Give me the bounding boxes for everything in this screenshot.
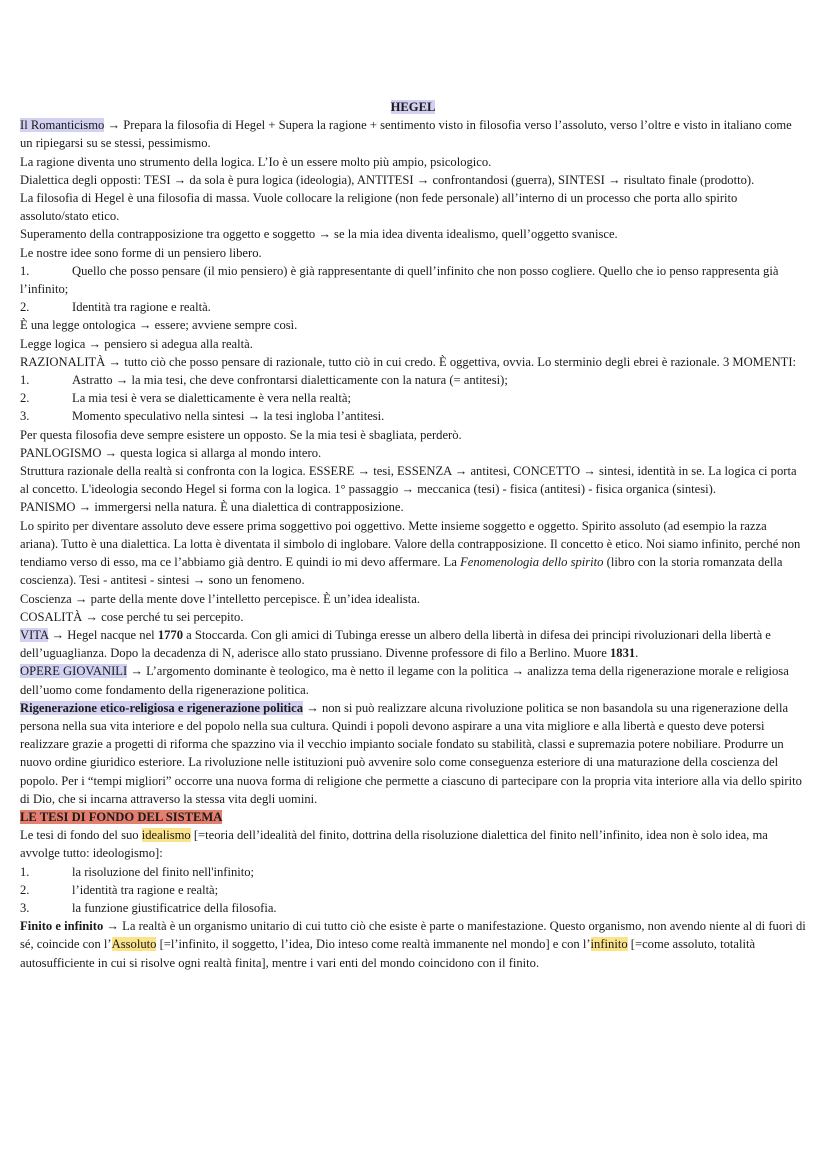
paragraph: COSALITÀ → cose perché tu sei percepito. bbox=[20, 609, 244, 624]
list-number: 1. bbox=[20, 263, 30, 278]
highlight-infinito: infinito bbox=[590, 937, 628, 952]
list-item-text: Identità tra ragione e realtà. bbox=[72, 300, 211, 315]
list-item-text: la funzione giustificatrice della filosofia. bbox=[72, 900, 277, 915]
text: . bbox=[635, 646, 639, 661]
paragraph: PANISMO → immergersi nella natura. È una dialettica di contrapposizione. bbox=[20, 500, 404, 515]
list-item-text: Momento speculativo nella sintesi → la tesi ingloba l’antitesi. bbox=[72, 409, 385, 424]
paragraph: Le nostre idee sono forme di un pensiero libero. bbox=[20, 245, 262, 260]
list-item-text: la risoluzione del finito nell'infinito; bbox=[72, 864, 255, 879]
paragraph-spirito bbox=[20, 517, 806, 590]
text: [=come assoluto, totalità autosufficiente in cui si risolve ogni realtà finita], mentre i vari enti del mondo coincidono con il finito. bbox=[20, 937, 756, 970]
paragraph-romanticismo bbox=[20, 116, 806, 152]
list-item-text: Astratto → la mia tesi, che deve confrontarsi dialetticamente con la natura (= antitesi); bbox=[72, 373, 508, 388]
bold-finito-infinito: Finito e infinito bbox=[20, 919, 104, 934]
section-title bbox=[20, 808, 806, 826]
page-title bbox=[20, 98, 806, 116]
highlight-vita: VITA bbox=[20, 627, 49, 642]
text: → non si può realizzare alcuna rivoluzione politica se non basandola su una rigenerazione della persona nella sua vita interiore e del popolo nella sua cultura. Quindi i popoli devono aspirare a una vita migliore e alla libertà e questo deve potersi realizzare grazie a progetti di riforma che spazzino via il vecchio impianto sociale fondato su stabilità, classi e supremazia potere nobiliare. Produrre un nuovo ordine giuridico esteriore. La rivoluzione nelle istituzioni può avvenire solo come conseguenza esteriore di una maturazione della coscienza del popolo. Per i “tempi migliori” occorre una nuova forma di religione che permette a ciascuno di partecipare con la propria vita interiore alla via dello spirito di Dio, che si incarna attraverso la stessa vita degli uomini. bbox=[20, 700, 802, 806]
paragraph: Per questa filosofia deve sempre esistere un opposto. Se la mia tesi è sbagliata, perderò. bbox=[20, 427, 462, 442]
text: Lo spirito per diventare assoluto deve essere prima soggettivo poi oggettivo. Mette insieme soggetto e oggetto. Spirito assoluto (ad esempio la razza ariana). Tutto è una dialettica. La lotta è diventata il simbolo di inglobare. Valore della contrapposizione. Il concetto è etico. Noi siamo infinito, perché non tendiamo verso di esso, ma ce l’abbiamo già dentro. E quindi io mi devo affermare. La bbox=[20, 518, 801, 570]
text: (libro con la storia romanzata della coscienza). Tesi - antitesi - sintesi → sono un fenomeno. bbox=[20, 555, 783, 588]
list-number: 1. bbox=[20, 864, 30, 879]
paragraph: Superamento della contrapposizione tra oggetto e soggetto → se la mia idea diventa idealismo, quell’oggetto svanisce. bbox=[20, 227, 618, 242]
list-item bbox=[20, 371, 806, 389]
section-title-text: LE TESI DI FONDO DEL SISTEMA bbox=[20, 809, 223, 824]
text: Quello che posso pensare (il mio pensiero) è già rappresentante di quell’infinito che non posso cogliere. Quello che io penso rappresenta già l’infinito; bbox=[20, 263, 779, 297]
list-number: 3. bbox=[20, 900, 30, 915]
paragraph-rigenerazione bbox=[20, 699, 806, 808]
paragraph: Coscienza → parte della mente dove l’intelletto percepisce. È un’idea idealista. bbox=[20, 591, 421, 606]
paragraph: Struttura razionale della realtà si confronta con la logica. ESSERE → tesi, ESSENZA → antitesi, CONCETTO → sintesi, identità in se. La logica ci porta al concetto. L'ideologia secondo Hegel si forma con la logica. 1° passaggio → meccanica (tesi) - fisica (antitesi) - fisica organica (sintesi). bbox=[20, 464, 797, 497]
title-text: HEGEL bbox=[390, 100, 436, 114]
paragraph-tesi-di-fondo bbox=[20, 826, 806, 862]
highlight-rigenerazione: Rigenerazione etico-religiosa e rigenerazione politica bbox=[20, 700, 304, 715]
list-item-text: La mia tesi è vera se dialetticamente è vera nella realtà; bbox=[72, 391, 352, 406]
list-number: 3. bbox=[20, 409, 30, 424]
paragraph-opere-giovanili bbox=[20, 662, 806, 698]
highlight-idealismo: idealismo bbox=[141, 828, 191, 843]
list-number: 2. bbox=[20, 882, 30, 897]
text: a Stoccarda. Con gli amici di Tubinga eresse un albero della libertà in difesa dei principi rivoluzionari della libertà e dell’uguaglianza. Dopo la decadenza di N, aderisce allo stato prussiano. Divenne professore di filo a Berlino. Muore bbox=[20, 627, 771, 661]
text: [=l’infinito, il soggetto, l’idea, Dio inteso come realtà immanente nel mondo] e con l’ bbox=[156, 937, 591, 952]
year-birth: 1770 bbox=[157, 627, 184, 642]
text: Le tesi di fondo del suo bbox=[20, 828, 142, 843]
text: → L’argomento dominante è teologico, ma è netto il legame con la politica → analizza tema della rigenerazione morale e religiosa dell’uomo come fondamento della rigenerazione politica. bbox=[20, 664, 789, 697]
list-item-text: l’identità tra ragione e realtà; bbox=[72, 882, 219, 897]
paragraph-finito-infinito bbox=[20, 917, 806, 972]
book-title: Fenomenologia dello spirito bbox=[460, 555, 604, 570]
highlight-romanticismo: Il Romanticismo bbox=[20, 118, 105, 133]
list-item bbox=[20, 899, 806, 917]
paragraph-vita bbox=[20, 626, 806, 662]
list-number: 2. bbox=[20, 391, 30, 406]
list-item bbox=[20, 863, 806, 881]
paragraph: Legge logica → pensiero si adegua alla realtà. bbox=[20, 336, 253, 351]
list-item bbox=[20, 298, 806, 316]
list-number: 2. bbox=[20, 300, 30, 315]
text: → Hegel nacque nel bbox=[48, 627, 158, 642]
list-item bbox=[20, 407, 806, 425]
text: → Prepara la filosofia di Hegel + Supera la ragione + sentimento visto in filosofia verso l’assoluto, verso l’oltre e visto in italiano come un ripiegarsi su se stessi, pessimismo. bbox=[20, 118, 792, 151]
list-item bbox=[20, 881, 806, 899]
list-number: 1. bbox=[20, 373, 30, 388]
highlight-assoluto: Assoluto bbox=[111, 937, 157, 952]
paragraph: La ragione diventa uno strumento della logica. L’Io è un essere molto più ampio, psicologico. bbox=[20, 154, 492, 169]
year-death: 1831 bbox=[609, 646, 636, 661]
list-item-text bbox=[20, 262, 806, 298]
paragraph: La filosofia di Hegel è una filosofia di massa. Vuole collocare la religione (non fede personale) all’interno di un processo che porta allo spirito assoluto/stato etico. bbox=[20, 191, 738, 224]
paragraph: RAZIONALITÀ → tutto ciò che posso pensare di razionale, tutto ciò in cui credo. È oggettiva, ovvia. Lo sterminio degli ebrei è razionale. 3 MOMENTI: bbox=[20, 354, 797, 369]
text: → La realtà è un organismo unitario di cui tutto ciò che esiste è parte o manifestazione. Questo organismo, non avendo niente al di fuori di sé, coincide con l’ bbox=[20, 919, 806, 952]
paragraph: PANLOGISMO → questa logica si allarga al mondo intero. bbox=[20, 445, 322, 460]
text: [=teoria dell’idealità del finito, dottrina della risoluzione dialettica del finito nell’infinito, idea non è solo idea, ma avvolge tutto: ideologismo]: bbox=[20, 828, 768, 861]
highlight-opere-giovanili: OPERE GIOVANILI bbox=[20, 664, 128, 679]
paragraph: È una legge ontologica → essere; avviene sempre così. bbox=[20, 318, 298, 333]
list-item bbox=[20, 389, 806, 407]
paragraph: Dialettica degli opposti: TESI → da sola è pura logica (ideologia), ANTITESI → confrontandosi (guerra), SINTESI → risultato finale (prodotto). bbox=[20, 172, 755, 187]
